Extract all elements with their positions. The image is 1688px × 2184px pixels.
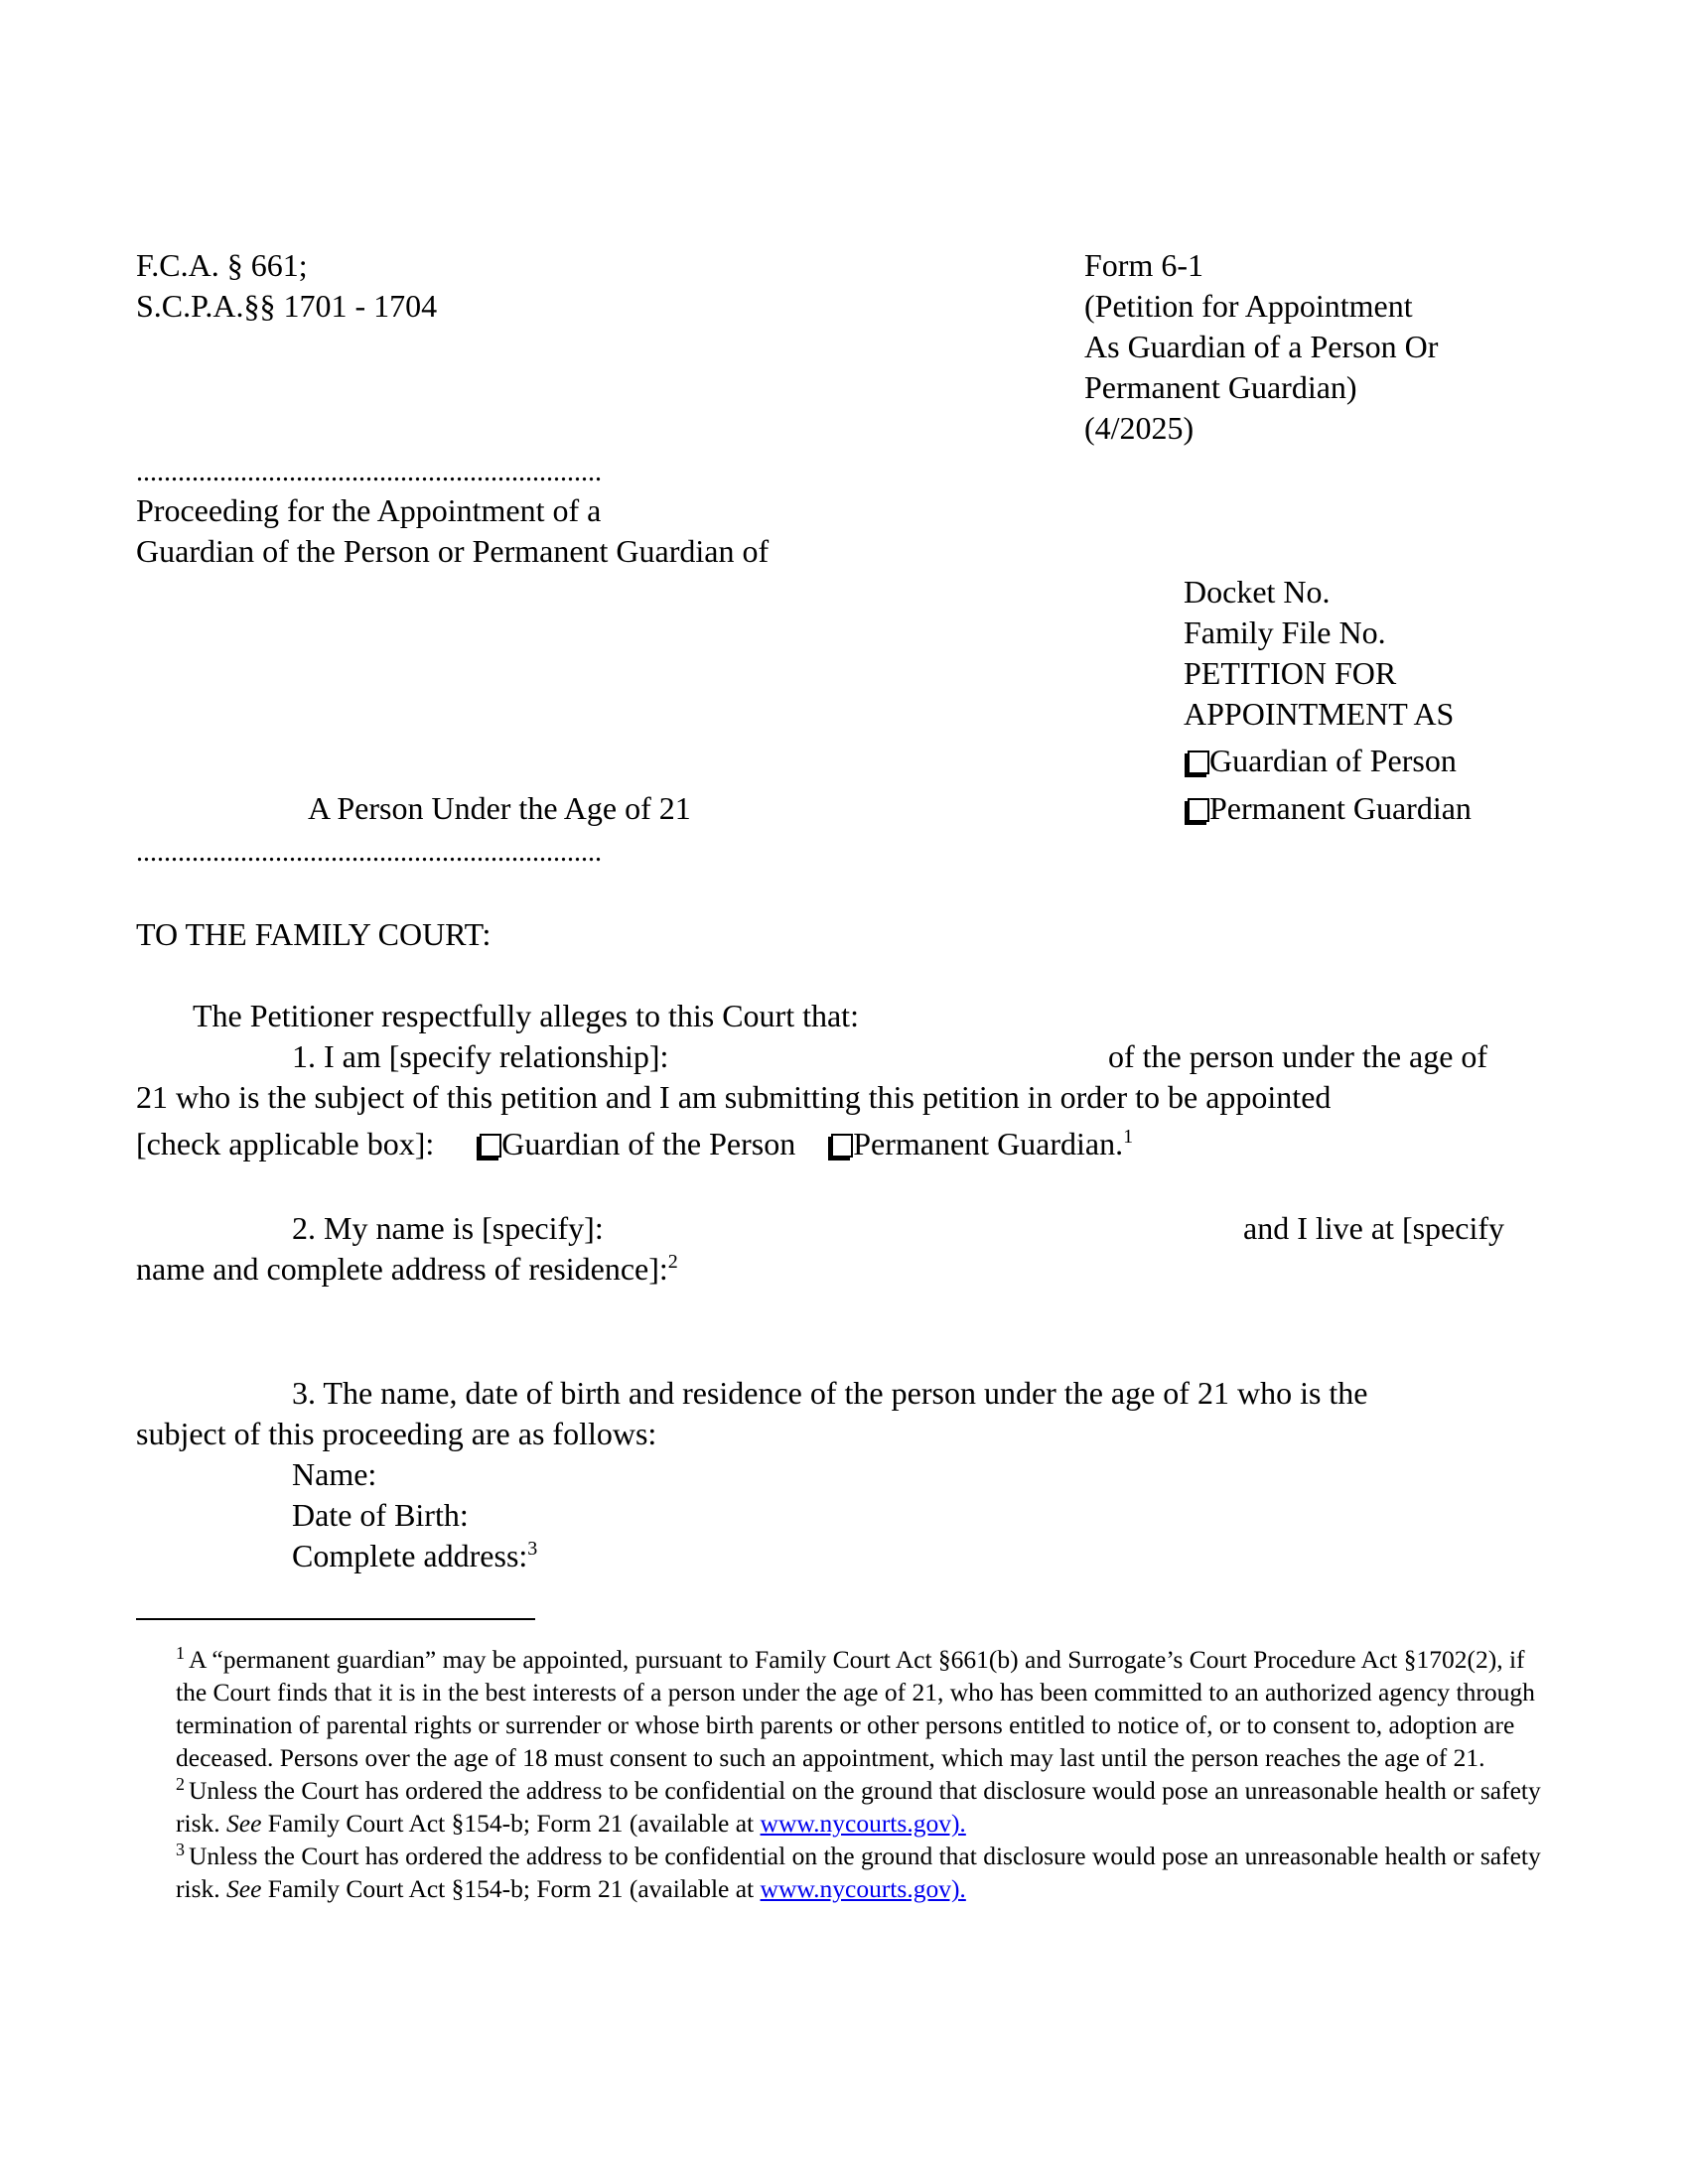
footnote-text: Family Court Act §154-b; Form 21 (available at [261, 1809, 761, 1838]
statute-line-2: S.C.P.A.§§ 1701 - 1704 [136, 288, 438, 324]
checkbox-icon[interactable] [480, 1134, 501, 1158]
item3-name-label: Name: [292, 1456, 377, 1492]
item3-address-label [292, 1536, 537, 1576]
complete-address-label: Complete address: [292, 1538, 528, 1573]
family-file-no-label: Family File No. [1184, 614, 1386, 650]
see-signal: See [226, 1874, 262, 1903]
nycourts-link[interactable]: www.nycourts.gov). [760, 1809, 966, 1838]
option-label: Permanent Guardian [1209, 790, 1472, 826]
item2-continuation: and I live at [specify [1243, 1210, 1504, 1246]
footnote-number: 3 [176, 1840, 185, 1859]
caption-top-divider: ................................................................... [136, 459, 602, 486]
court-address: TO THE FAMILY COURT: [136, 916, 492, 952]
form-title-line-2: As Guardian of a Person Or [1084, 329, 1439, 364]
form-title-line-1: (Petition for Appointment [1084, 288, 1413, 324]
option-guardian-of-the-person: Guardian of the Person [501, 1126, 796, 1161]
item2-name-label: 2. My name is [specify]: [292, 1210, 604, 1246]
item2-line-2 [136, 1249, 678, 1290]
footnote-text: Unless the Court has ordered the address to be confidential on the ground that disclosure would pose an unreasonable health or safety risk. [176, 1842, 1541, 1903]
item1-continuation: of the person under the age of [1108, 1038, 1488, 1074]
footnotes [176, 1643, 1546, 1905]
item3-line-1: 3. The name, date of birth and residence of the person under the age of 21 who is the [292, 1375, 1368, 1411]
footnote-1 [176, 1643, 1546, 1774]
footnote-ref: 3 [527, 1538, 538, 1560]
footnote-number: 2 [176, 1774, 185, 1794]
footnote-2 [176, 1774, 1546, 1840]
proceeding-line-1: Proceeding for the Appointment of a [136, 492, 602, 528]
option-permanent-guardian[interactable] [1186, 788, 1472, 829]
subject-person: A Person Under the Age of 21 [308, 790, 691, 826]
item1-line-3 [136, 1124, 1133, 1164]
item2-address-label: name and complete address of residence]: [136, 1251, 668, 1287]
item1-relationship-label: 1. I am [specify relationship]: [292, 1038, 669, 1074]
footnote-ref: 2 [667, 1251, 678, 1273]
nycourts-link[interactable]: www.nycourts.gov). [760, 1874, 966, 1903]
option-label: Guardian of Person [1209, 743, 1457, 778]
see-signal: See [226, 1809, 262, 1838]
item3-dob-label: Date of Birth: [292, 1497, 469, 1533]
form-date: (4/2025) [1084, 410, 1195, 446]
footnote-3 [176, 1840, 1546, 1905]
item1-line-2: 21 who is the subject of this petition and I am submitting this petition in order to be appointed [136, 1079, 1332, 1115]
caption-bottom-divider: ................................................................... [136, 839, 602, 867]
checkbox-icon[interactable] [1188, 798, 1209, 822]
petition-title-line-2: APPOINTMENT AS [1184, 696, 1455, 732]
statute-line-1: F.C.A. § 661; [136, 247, 308, 283]
option-permanent-guardian: Permanent Guardian. [853, 1126, 1124, 1161]
footnote-number: 1 [176, 1643, 185, 1663]
proceeding-line-2: Guardian of the Person or Permanent Guardian of [136, 533, 770, 569]
footnote-text: A “permanent guardian” may be appointed, pursuant to Family Court Act §661(b) and Surrogate’s Court Procedure Act §1702(2), if the Court finds that it is in the best interests of a person under the age of 21, who has been committed to an authorized agency through termination of parental rights or surrender or whose birth parents or other persons entitled to notice of, or to consent to, adoption are deceased. Persons over the age of 18 must consent to such an appointment, which may last until the person reaches the age of 21. [176, 1645, 1535, 1772]
footnote-ref: 1 [1123, 1126, 1134, 1148]
petition-title-line-1: PETITION FOR [1184, 655, 1397, 691]
footnote-text: Family Court Act §154-b; Form 21 (available at [261, 1874, 761, 1903]
form-title-line-3: Permanent Guardian) [1084, 369, 1357, 405]
option-guardian-of-person[interactable] [1186, 741, 1457, 781]
form-number: Form 6-1 [1084, 247, 1203, 283]
docket-no-label: Docket No. [1184, 574, 1331, 610]
check-instruction: [check applicable box]: [136, 1126, 435, 1161]
footnote-text: Unless the Court has ordered the address to be confidential on the ground that disclosure would pose an unreasonable health or safety risk. [176, 1776, 1541, 1838]
item3-line-2: subject of this proceeding are as follows: [136, 1416, 657, 1451]
intro-paragraph: The Petitioner respectfully alleges to this Court that: [193, 998, 859, 1033]
footnote-separator [136, 1618, 535, 1620]
checkbox-icon[interactable] [831, 1134, 853, 1158]
checkbox-icon[interactable] [1188, 751, 1209, 774]
